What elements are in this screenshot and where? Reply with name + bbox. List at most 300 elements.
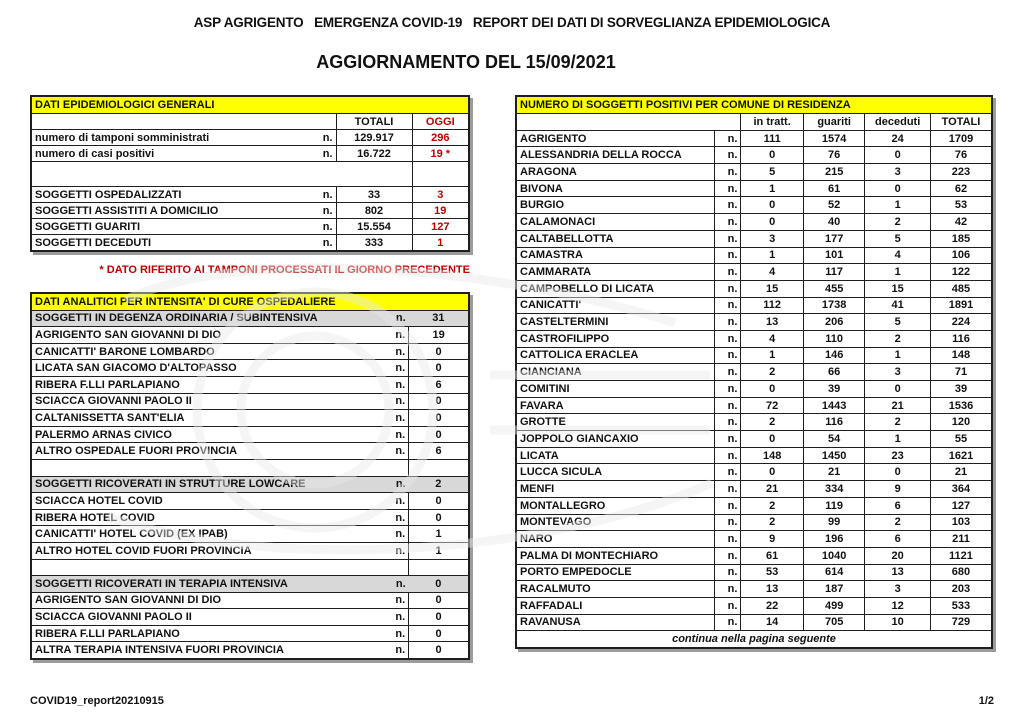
table-row (516, 397, 992, 414)
deceduti-value: 6 (865, 497, 931, 514)
unit-label: n. (715, 297, 741, 314)
guariti-value: 1450 (803, 447, 865, 464)
unit-label: n. (382, 343, 409, 360)
unit-label: n. (715, 214, 741, 231)
oggi-value: 19 * (412, 146, 469, 162)
table-row (31, 443, 469, 460)
column-header-row (31, 114, 469, 130)
unit-label: n. (715, 581, 741, 598)
table-row (31, 609, 469, 626)
table-row (516, 347, 992, 364)
deceduti-value: 5 (865, 230, 931, 247)
comune-label: ARAGONA (516, 164, 715, 181)
unit-label: n. (715, 197, 741, 214)
row-value: 0 (409, 360, 469, 377)
in-tratt-value: 5 (741, 164, 804, 181)
row-value: 1 (409, 542, 469, 559)
table-row (31, 360, 469, 377)
table-row (516, 180, 992, 197)
guariti-value: 1040 (803, 547, 865, 564)
guariti-value: 499 (803, 597, 865, 614)
table-row (516, 414, 992, 431)
table-row (516, 481, 992, 498)
right-column (515, 95, 993, 649)
comune-label: CAMMARATA (516, 264, 715, 281)
subsection-label: SOGGETTI RICOVERATI IN STRUTTURE LOWCARE (31, 476, 382, 493)
row-value: 0 (409, 393, 469, 410)
totali-value: 15.554 (336, 219, 412, 235)
table-row (31, 642, 469, 659)
general-table-title: DATI EPIDEMIOLOGICI GENERALI (31, 96, 469, 114)
row-value: 1 (409, 526, 469, 543)
table-row (516, 364, 992, 381)
row-label: numero di casi positivi (31, 146, 310, 162)
guariti-value: 54 (803, 431, 865, 448)
spacer-cell (31, 162, 336, 187)
table-row (31, 219, 469, 235)
totali-value: 203 (930, 581, 992, 598)
comune-label: FAVARA (516, 397, 715, 414)
row-value: 0 (409, 625, 469, 642)
oggi-value: 19 (412, 203, 469, 219)
totali-value: 333 (336, 235, 412, 252)
deceduti-value: 0 (865, 464, 931, 481)
in-tratt-value: 0 (741, 147, 804, 164)
table-row (31, 162, 469, 187)
unit-label: n. (382, 642, 409, 659)
table-row (516, 230, 992, 247)
table-row (516, 164, 992, 181)
totali-value: 71 (930, 364, 992, 381)
deceduti-value: 1 (865, 431, 931, 448)
page-title: ASP AGRIGENTO EMERGENZA COVID-19 REPORT DEI DATI DI SORVEGLIANZA EPIDEMIOLOGICA (193, 15, 831, 30)
subsection-value: 0 (409, 576, 469, 593)
row-label: SCIACCA HOTEL COVID (31, 493, 382, 510)
update-date-title: AGGIORNAMENTO DEL 15/09/2021 (316, 52, 616, 72)
subsection-label: SOGGETTI RICOVERATI IN TERAPIA INTENSIVA (31, 576, 382, 593)
section-header-row (516, 96, 992, 114)
unit-label: n. (715, 147, 741, 164)
table-row (31, 310, 469, 327)
continuation-row (516, 631, 992, 648)
row-value: 0 (409, 642, 469, 659)
guariti-value: 187 (803, 581, 865, 598)
in-tratt-value: 0 (741, 197, 804, 214)
comune-label: CALAMONACI (516, 214, 715, 231)
in-tratt-value: 2 (741, 414, 804, 431)
unit-label: n. (715, 547, 741, 564)
oggi-value: 1 (412, 235, 469, 252)
row-label: SOGGETTI DECEDUTI (31, 235, 310, 252)
table-row (516, 531, 992, 548)
table-row (516, 297, 992, 314)
unit-label: n. (382, 310, 409, 327)
in-tratt-value: 0 (741, 381, 804, 398)
unit-label: n. (310, 187, 336, 203)
guariti-value: 1574 (803, 130, 865, 147)
guariti-value: 705 (803, 614, 865, 631)
totali-value: 1621 (930, 447, 992, 464)
unit-label: n. (382, 509, 409, 526)
table-row (31, 576, 469, 593)
row-label: CALTANISSETTA SANT'ELIA (31, 410, 382, 427)
row-label: SOGGETTI ASSISTITI A DOMICILIO (31, 203, 310, 219)
table-row (516, 214, 992, 231)
row-label: LICATA SAN GIACOMO D'ALTOPASSO (31, 360, 382, 377)
totali-value: 185 (930, 230, 992, 247)
table-row (516, 497, 992, 514)
table-row (516, 197, 992, 214)
in-tratt-value: 61 (741, 547, 804, 564)
unit-label: n. (382, 476, 409, 493)
unit-label: n. (715, 381, 741, 398)
unit-label: n. (310, 235, 336, 252)
guariti-value: 455 (803, 280, 865, 297)
spacer-cell (409, 559, 469, 576)
in-tratt-value: 2 (741, 497, 804, 514)
comune-label: MONTEVAGO (516, 514, 715, 531)
guariti-value: 76 (803, 147, 865, 164)
guariti-value: 101 (803, 247, 865, 264)
unit-label: n. (382, 526, 409, 543)
table-row (516, 547, 992, 564)
column-header-in-tratt: in tratt. (741, 114, 804, 131)
row-value: 0 (409, 426, 469, 443)
unit-label: n. (382, 609, 409, 626)
unit-label: n. (382, 443, 409, 460)
comune-label: CIANCIANA (516, 364, 715, 381)
in-tratt-value: 1 (741, 247, 804, 264)
unit-label: n. (382, 376, 409, 393)
guariti-value: 177 (803, 230, 865, 247)
deceduti-value: 3 (865, 164, 931, 181)
unit-label: n. (715, 497, 741, 514)
deceduti-value: 13 (865, 564, 931, 581)
deceduti-value: 10 (865, 614, 931, 631)
row-label: PALERMO ARNAS CIVICO (31, 426, 382, 443)
table-row (516, 147, 992, 164)
section-header-row (31, 293, 469, 310)
table-row (31, 376, 469, 393)
guariti-value: 116 (803, 414, 865, 431)
table-row (516, 514, 992, 531)
deceduti-value: 6 (865, 531, 931, 548)
comune-label: ALESSANDRIA DELLA ROCCA (516, 147, 715, 164)
in-tratt-value: 4 (741, 330, 804, 347)
totali-value: 55 (930, 431, 992, 448)
guariti-value: 1738 (803, 297, 865, 314)
deceduti-value: 41 (865, 297, 931, 314)
in-tratt-value: 148 (741, 447, 804, 464)
unit-label: n. (382, 576, 409, 593)
comune-label: CASTROFILIPPO (516, 330, 715, 347)
comune-label: AGRIGENTO (516, 130, 715, 147)
unit-label: n. (310, 146, 336, 162)
totali-value: 680 (930, 564, 992, 581)
unit-label: n. (715, 514, 741, 531)
table-row (31, 327, 469, 344)
row-value: 0 (409, 410, 469, 427)
totali-value: 53 (930, 197, 992, 214)
table-row (31, 459, 469, 476)
section-header-row (31, 96, 469, 114)
deceduti-value: 0 (865, 147, 931, 164)
comune-label: BURGIO (516, 197, 715, 214)
deceduti-value: 5 (865, 314, 931, 331)
totali-value: 127 (930, 497, 992, 514)
row-label: CANICATTI' HOTEL COVID (EX IPAB) (31, 526, 382, 543)
table-row (516, 597, 992, 614)
comune-label: NARO (516, 531, 715, 548)
comune-label: CATTOLICA ERACLEA (516, 347, 715, 364)
totali-value: 533 (930, 597, 992, 614)
empty-header-cell (31, 114, 336, 130)
guariti-value: 21 (803, 464, 865, 481)
table-row (516, 464, 992, 481)
deceduti-value: 20 (865, 547, 931, 564)
in-tratt-value: 1 (741, 180, 804, 197)
guariti-value: 61 (803, 180, 865, 197)
comune-label: JOPPOLO GIANCAXIO (516, 431, 715, 448)
table-row (516, 614, 992, 631)
deceduti-value: 9 (865, 481, 931, 498)
unit-label: n. (382, 360, 409, 377)
table-row (516, 330, 992, 347)
totali-value: 1891 (930, 297, 992, 314)
totali-value: 802 (336, 203, 412, 219)
page-number: 1/2 (978, 695, 994, 707)
subsection-value: 31 (409, 310, 469, 327)
table-row (31, 146, 469, 162)
totali-value: 223 (930, 164, 992, 181)
column-header-oggi: OGGI (412, 114, 469, 130)
in-tratt-value: 72 (741, 397, 804, 414)
guariti-value: 196 (803, 531, 865, 548)
deceduti-value: 23 (865, 447, 931, 464)
table-row (31, 526, 469, 543)
unit-label: n. (382, 625, 409, 642)
comune-label: BIVONA (516, 180, 715, 197)
guariti-value: 146 (803, 347, 865, 364)
row-value: 19 (409, 327, 469, 344)
deceduti-value: 2 (865, 514, 931, 531)
table-row (516, 381, 992, 398)
empty-header-cell (516, 114, 741, 131)
table-row (31, 393, 469, 410)
unit-label: n. (382, 327, 409, 344)
row-label: RIBERA HOTEL COVID (31, 509, 382, 526)
table-row (31, 476, 469, 493)
comune-label: CALTABELLOTTA (516, 230, 715, 247)
deceduti-value: 0 (865, 180, 931, 197)
unit-label: n. (715, 230, 741, 247)
row-label: ALTRO HOTEL COVID FUORI PROVINCIA (31, 542, 382, 559)
guariti-value: 206 (803, 314, 865, 331)
guariti-value: 40 (803, 214, 865, 231)
unit-label: n. (715, 164, 741, 181)
spacer-cell (336, 162, 412, 187)
guariti-value: 215 (803, 164, 865, 181)
deceduti-value: 1 (865, 264, 931, 281)
deceduti-value: 1 (865, 347, 931, 364)
guariti-value: 52 (803, 197, 865, 214)
table-row (516, 447, 992, 464)
guariti-value: 66 (803, 364, 865, 381)
comune-label: CAMPOBELLO DI LICATA (516, 280, 715, 297)
in-tratt-value: 2 (741, 364, 804, 381)
comune-label: CASTELTERMINI (516, 314, 715, 331)
comune-label: COMITINI (516, 381, 715, 398)
spacer-cell (412, 162, 469, 187)
subsection-label: SOGGETTI IN DEGENZA ORDINARIA / SUBINTENSIVA (31, 310, 382, 327)
table-row (31, 592, 469, 609)
row-value: 0 (409, 609, 469, 626)
totali-value: 39 (930, 381, 992, 398)
unit-label: n. (382, 542, 409, 559)
spacer-cell (31, 559, 409, 576)
in-tratt-value: 21 (741, 481, 804, 498)
unit-label: n. (715, 564, 741, 581)
in-tratt-value: 2 (741, 514, 804, 531)
table-row (516, 264, 992, 281)
in-tratt-value: 15 (741, 280, 804, 297)
left-column (30, 95, 470, 657)
in-tratt-value: 9 (741, 531, 804, 548)
comune-label: CANICATTI' (516, 297, 715, 314)
row-label: SCIACCA GIOVANNI PAOLO II (31, 609, 382, 626)
guariti-value: 117 (803, 264, 865, 281)
totali-value: 1536 (930, 397, 992, 414)
table-row (516, 581, 992, 598)
comune-label: LICATA (516, 447, 715, 464)
in-tratt-value: 22 (741, 597, 804, 614)
unit-label: n. (310, 130, 336, 146)
unit-label: n. (715, 330, 741, 347)
unit-label: n. (382, 493, 409, 510)
table-row (31, 493, 469, 510)
unit-label: n. (715, 130, 741, 147)
unit-label: n. (715, 347, 741, 364)
unit-label: n. (715, 531, 741, 548)
table-row (31, 542, 469, 559)
row-label: RIBERA F.LLI PARLAPIANO (31, 625, 382, 642)
table-row (31, 343, 469, 360)
unit-label: n. (382, 410, 409, 427)
totali-value: 106 (930, 247, 992, 264)
deceduti-value: 3 (865, 364, 931, 381)
table-row (516, 247, 992, 264)
column-header-deceduti: deceduti (865, 114, 931, 131)
table-row (31, 187, 469, 203)
unit-label: n. (382, 393, 409, 410)
care-intensity-table (30, 292, 470, 660)
oggi-value: 3 (412, 187, 469, 203)
table-row (31, 410, 469, 427)
guariti-value: 1443 (803, 397, 865, 414)
in-tratt-value: 0 (741, 464, 804, 481)
comune-label: RAFFADALI (516, 597, 715, 614)
in-tratt-value: 111 (741, 130, 804, 147)
totali-value: 1121 (930, 547, 992, 564)
in-tratt-value: 0 (741, 431, 804, 448)
deceduti-value: 1 (865, 197, 931, 214)
guariti-value: 334 (803, 481, 865, 498)
totali-value: 1709 (930, 130, 992, 147)
table-row (516, 564, 992, 581)
unit-label: n. (715, 180, 741, 197)
totali-value: 485 (930, 280, 992, 297)
unit-label: n. (715, 397, 741, 414)
in-tratt-value: 13 (741, 581, 804, 598)
in-tratt-value: 4 (741, 264, 804, 281)
comuni-table-title: NUMERO DI SOGGETTI POSITIVI PER COMUNE DI RESIDENZA (516, 96, 992, 114)
table-row (31, 625, 469, 642)
in-tratt-value: 13 (741, 314, 804, 331)
in-tratt-value: 0 (741, 214, 804, 231)
unit-label: n. (715, 431, 741, 448)
deceduti-value: 2 (865, 330, 931, 347)
column-header-totali: TOTALI (336, 114, 412, 130)
totali-value: 122 (930, 264, 992, 281)
guariti-value: 119 (803, 497, 865, 514)
unit-label: n. (715, 414, 741, 431)
comune-label: PALMA DI MONTECHIARO (516, 547, 715, 564)
row-label: AGRIGENTO SAN GIOVANNI DI DIO (31, 592, 382, 609)
unit-label: n. (310, 219, 336, 235)
table-row (516, 431, 992, 448)
row-label: ALTRO OSPEDALE FUORI PROVINCIA (31, 443, 382, 460)
totali-value: 211 (930, 531, 992, 548)
row-value: 0 (409, 509, 469, 526)
unit-label: n. (715, 247, 741, 264)
unit-label: n. (715, 481, 741, 498)
totali-value: 76 (930, 147, 992, 164)
in-tratt-value: 53 (741, 564, 804, 581)
oggi-value: 127 (412, 219, 469, 235)
tamponi-footnote: * DATO RIFERITO AI TAMPONI PROCESSATI IL GIORNO PRECEDENTE (99, 264, 470, 276)
totali-value: 116 (930, 330, 992, 347)
guariti-value: 614 (803, 564, 865, 581)
comune-label: RACALMUTO (516, 581, 715, 598)
totali-value: 33 (336, 187, 412, 203)
guariti-value: 99 (803, 514, 865, 531)
totali-value: 62 (930, 180, 992, 197)
table-row (31, 559, 469, 576)
deceduti-value: 3 (865, 581, 931, 598)
spacer-cell (409, 459, 469, 476)
column-header-totali: TOTALI (930, 114, 992, 131)
row-value: 0 (409, 493, 469, 510)
table-row (31, 509, 469, 526)
row-label: numero di tamponi somministrati (31, 130, 310, 146)
table-row (31, 235, 469, 252)
deceduti-value: 21 (865, 397, 931, 414)
totali-value: 16.722 (336, 146, 412, 162)
totali-value: 224 (930, 314, 992, 331)
row-value: 6 (409, 376, 469, 393)
table-row (516, 130, 992, 147)
subsection-value: 2 (409, 476, 469, 493)
row-value: 0 (409, 592, 469, 609)
column-header-row (516, 114, 992, 131)
deceduti-value: 2 (865, 214, 931, 231)
unit-label: n. (715, 314, 741, 331)
in-tratt-value: 1 (741, 347, 804, 364)
row-label: ALTRA TERAPIA INTENSIVA FUORI PROVINCIA (31, 642, 382, 659)
row-value: 6 (409, 443, 469, 460)
comuni-positives-table (515, 95, 993, 649)
guariti-value: 110 (803, 330, 865, 347)
